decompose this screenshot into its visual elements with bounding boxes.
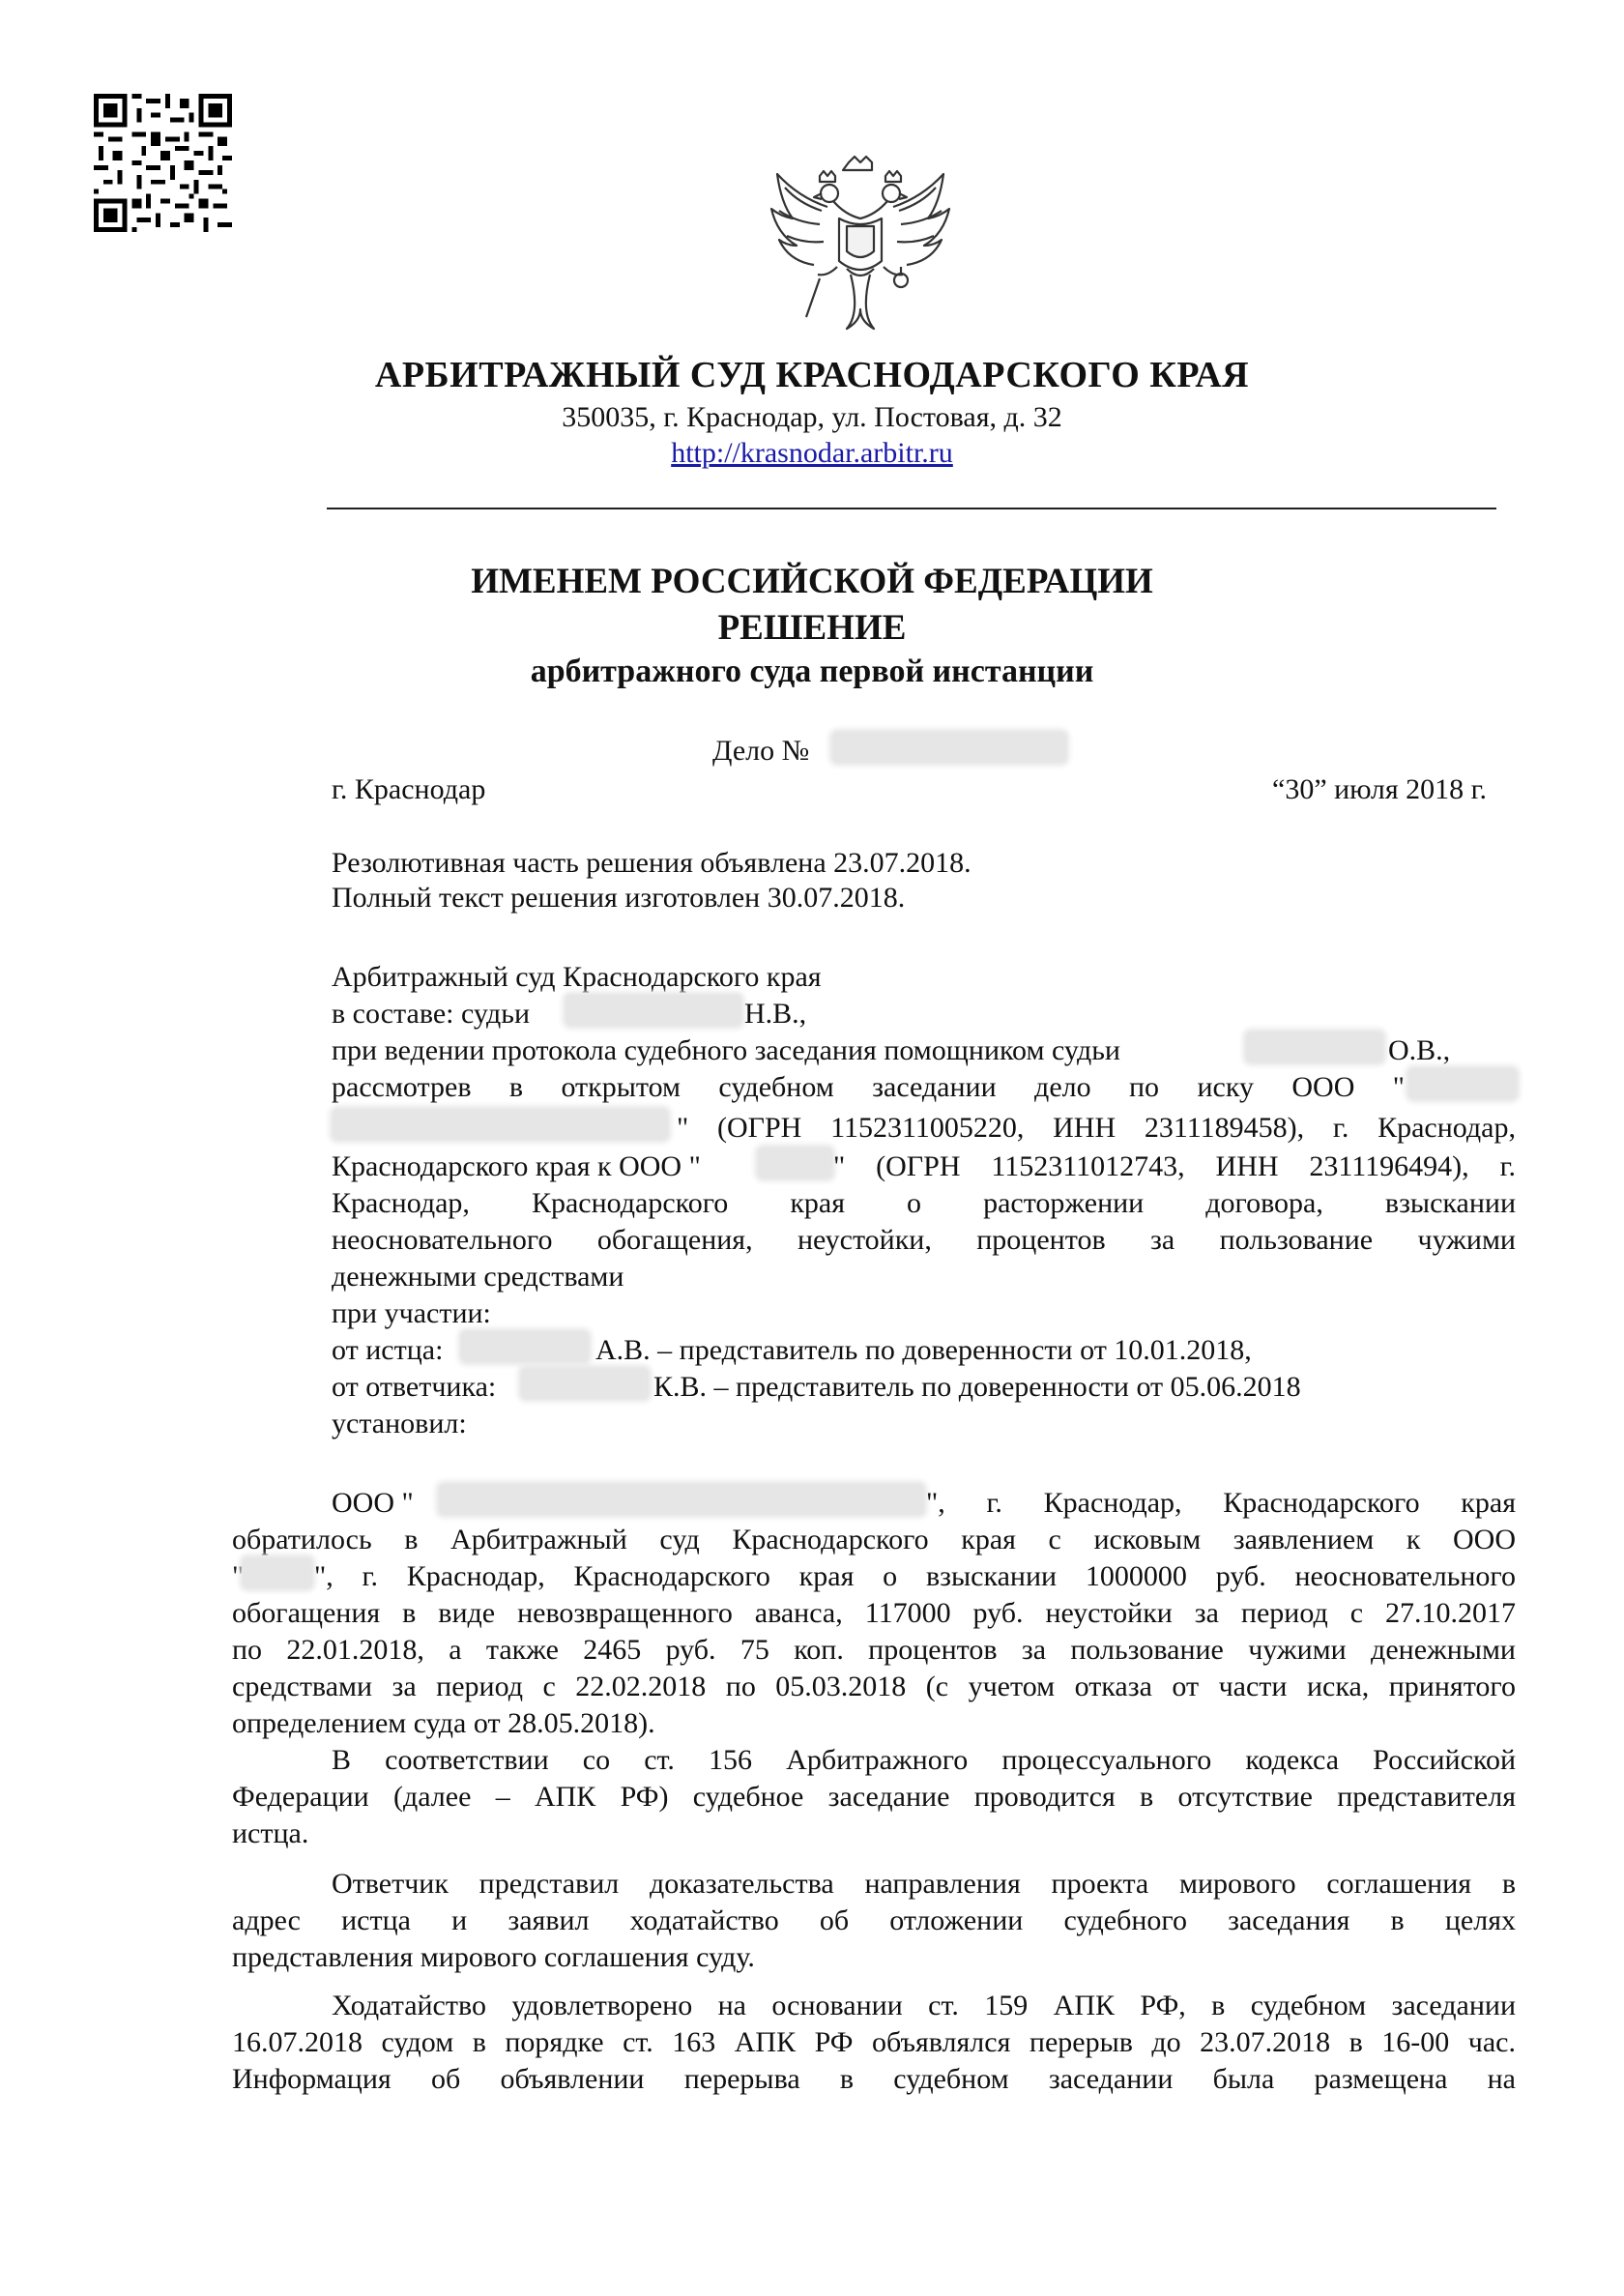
full-text-date: Полный текст решения изготовлен 30.07.2018.: [332, 882, 906, 914]
redacted-plaintiff-rep: [462, 1332, 588, 1361]
p2-line3: истца.: [232, 1817, 309, 1849]
court-name: АРБИТРАЖНЫЙ СУД КРАСНОДАРСКОГО КРАЯ: [374, 355, 1250, 395]
court-website-link[interactable]: http://krasnodar.arbitr.ru: [671, 437, 953, 469]
title-decision: РЕШЕНИЕ: [717, 608, 907, 648]
composition-judge-initials: Н.В.,: [744, 998, 807, 1030]
p1-line3b: ", г. Краснодар, Краснодарского края о взыскании 1000000 руб. неосновательного: [314, 1562, 1516, 1592]
coat-of-arms-emblem: [764, 155, 957, 338]
composition-line-7: Краснодар, Краснодарского края о расторжении договора, взыскании: [332, 1189, 1516, 1219]
p1-line7: определением суда от 28.05.2018).: [232, 1707, 655, 1739]
p1-line1b: ", г. Краснодар, Краснодарского края: [926, 1489, 1516, 1519]
composition-line-4: рассмотрев в открытом судебном заседании дело по иску ООО ": [332, 1073, 1405, 1103]
composition-clerk-label: при ведении протокола судебного заседания помощником судьи: [332, 1034, 1120, 1066]
established-label: установил:: [332, 1408, 467, 1439]
p2-line2: Федерации (далее – АПК РФ) судебное заседание проводится в отсутствие представителя: [232, 1783, 1516, 1813]
redacted-judge-name: [566, 996, 740, 1025]
composition-line-8: неосновательного обогащения, неустойки, процентов за пользование чужими: [332, 1226, 1516, 1256]
p3-line2: адрес истца и заявил ходатайство об отложении судебного заседания в целях: [232, 1906, 1516, 1936]
redacted-defendant-rep: [522, 1369, 648, 1398]
redacted-plaintiff-name-2: [334, 1110, 667, 1139]
redacted-case-number: [833, 733, 1065, 762]
p4-line3: Информация об объявлении перерыва в судебном заседании была размещена на: [232, 2065, 1516, 2095]
case-city: г. Краснодар: [332, 773, 486, 805]
p4-line2: 16.07.2018 судом в порядке ст. 163 АПК РФ объявлялся перерыв до 23.07.2018 в 16-00 час.: [232, 2028, 1516, 2058]
p1-line5: по 22.01.2018, а также 2465 руб. 75 коп. процентов за пользование чужими денежными: [232, 1636, 1516, 1666]
defendant-rep-text: К.В. – представитель по доверенности от 05.06.2018: [653, 1371, 1301, 1403]
participation-label: при участии:: [332, 1297, 491, 1329]
redacted-defendant-name-1: [759, 1148, 831, 1177]
p2-line1: В соответствии со ст. 156 Арбитражного процессуального кодекса Российской: [332, 1746, 1516, 1776]
title-in-the-name: ИМЕНЕМ РОССИЙСКОЙ ФЕДЕРАЦИИ: [471, 562, 1153, 601]
p1-line2: обратилось в Арбитражный суд Краснодарского края с исковым заявлением к ООО: [232, 1526, 1516, 1555]
defendant-rep-label: от ответчика:: [332, 1371, 497, 1403]
composition-line-9: денежными средствами: [332, 1261, 624, 1293]
p1-line6: средствами за период с 22.02.2018 по 05.03.2018 (с учетом отказа от части иска, принятого: [232, 1672, 1516, 1702]
p3-line1: Ответчик представил доказательства направления проекта мирового соглашения в: [332, 1870, 1516, 1900]
p4-line1: Ходатайство удовлетворено на основании ст. 159 АПК РФ, в судебном заседании: [332, 1991, 1516, 2021]
court-address: 350035, г. Краснодар, ул. Постовая, д. 32: [562, 401, 1062, 433]
composition-judge-label: в составе: судьи: [332, 998, 531, 1030]
redacted-clerk-name: [1247, 1032, 1382, 1061]
composition-line-6a: Краснодарского края к ООО ": [332, 1150, 701, 1182]
p1-line1a: ООО ": [332, 1487, 414, 1519]
redacted-plaintiff-name-1: [1409, 1069, 1516, 1098]
composition-line-6b: " (ОГРН 1152311012743, ИНН 2311196494), г.: [833, 1152, 1516, 1182]
case-number-label: Дело №: [712, 735, 810, 767]
redacted-plaintiff-name-3: [440, 1485, 923, 1514]
title-court-instance: арбитражного суда первой инстанции: [530, 654, 1094, 689]
case-date: “30” июля 2018 г.: [1272, 773, 1488, 805]
redacted-defendant-name-2: [244, 1558, 311, 1587]
composition-court: Арбитражный суд Краснодарского края: [332, 961, 822, 993]
plaintiff-rep-text: А.В. – представитель по доверенности от 10.01.2018,: [595, 1334, 1252, 1366]
composition-line-5: " (ОГРН 1152311005220, ИНН 2311189458), г. Краснодар,: [677, 1114, 1516, 1144]
qr-code: [94, 94, 232, 232]
p1-line3a: ": [232, 1560, 245, 1592]
p1-line4: обогащения в виде невозвращенного аванса, 117000 руб. неустойки за период с 27.10.2017: [232, 1599, 1516, 1629]
p3-line3: представления мирового соглашения суду.: [232, 1941, 755, 1973]
composition-clerk-initials: О.В.,: [1388, 1034, 1451, 1066]
resolution-date: Резолютивная часть решения объявлена 23.07.2018.: [332, 847, 972, 879]
header-divider: [327, 508, 1496, 509]
plaintiff-rep-label: от истца:: [332, 1334, 444, 1366]
